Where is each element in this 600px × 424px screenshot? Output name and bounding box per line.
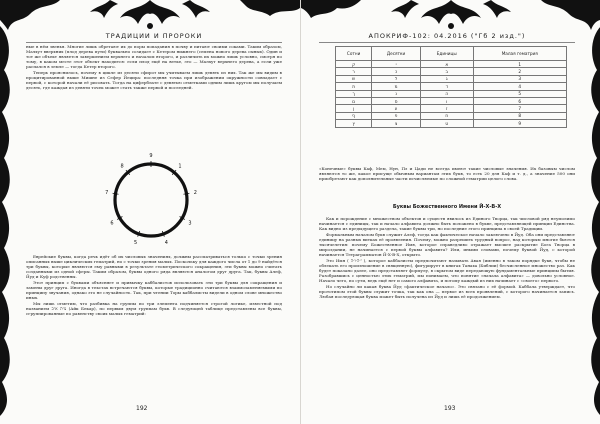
column-header: Единицы [420, 47, 473, 61]
cycle-label: 4 [164, 240, 168, 247]
column-header: Малая гематрия [473, 47, 566, 61]
paragraph: Теперь прояснилось, почему в цикле из десяти сфирот мы учитываем лишь девять из них. Так же мы видим в процитированной выше Мишне из Сефер Йецира: последняя точка при изображении окружности совпадает с первой, с которой начали её рисовать. Тогда на циферблате с девятью отметками одним лишь кругом мы получаем десять, где каждая из девяти точек может стать также первой и последней. [26, 70, 282, 91]
table-cell: ש [336, 75, 372, 82]
cycle-label: 9 [149, 152, 153, 159]
paragraph: Этот принцип с буквами объясняет и привычку каббалистов использовать эти три буквы для сокращения и замены друг друга. Иногда в текстах встречаются буквы, которые традиционно считаются взаимозаменяемыми по принципу звучания, однако это не случайность. Так, при чтении Торы каббалисты видели в одном слове множество иных. [26, 280, 282, 301]
table-cell: 5 [473, 90, 566, 97]
table-cell: 8 [473, 112, 566, 119]
letters-gematria-table [335, 46, 567, 128]
page-number-right: 193 [444, 405, 456, 412]
text-block-section [319, 216, 575, 300]
column-header: Десятки [372, 47, 421, 61]
table-cell: ק [336, 61, 372, 68]
cycle-tick [113, 193, 119, 194]
table-cell: א [420, 61, 473, 68]
table-cell: ל [372, 75, 421, 82]
table-cell: ח [420, 112, 473, 119]
running-head-left: ТРАДИЦИИ И ПРОРОКИ [26, 32, 282, 43]
section-heading: Буквы Божественного Имени Й-Х-В-Х [392, 204, 502, 210]
paragraph: Как и порождение с множеством объектов и существ явилось из Единого Творца, так числовой ряд неумолимо начинается с единицы, так и начало алфавита должно быть положено в букве, представляющей принцип Единства. Как видно из предыдущего раздела, такие буквы три, но последние этого принципа в своей Традиции. [319, 216, 575, 232]
ornament-top-left-icon [0, 0, 300, 34]
table-cell: ו [420, 97, 473, 104]
table-cell: נ [372, 90, 421, 97]
table-cell: ט [420, 120, 473, 127]
table-cell: 6 [473, 97, 566, 104]
cycle-label: 5 [134, 240, 138, 247]
table-cell: 2 [473, 68, 566, 75]
table-cell: י [372, 61, 421, 68]
ornament-side-left-icon [0, 26, 14, 416]
text-block-top [26, 44, 282, 91]
table-cell: 7 [473, 105, 566, 112]
nine-point-cycle-diagram [96, 148, 206, 248]
table-row [336, 75, 567, 82]
table-row [336, 68, 567, 75]
table-row [336, 112, 567, 119]
paragraph: Мы лишь отметим, что разбивка на группы по три элемента подчиняется строгой логике, известной под названием צ״ת א״ב (Айк Бекар), по первым двум группам букв. В следующей таблице представлены все буквы, сгруппированные по равенству своих малых гематрий: [26, 301, 283, 317]
table-cell: 4 [473, 83, 566, 90]
table-row [336, 83, 567, 90]
table-row [336, 61, 567, 68]
cycle-circle [115, 164, 187, 236]
right-page [300, 0, 600, 424]
table-header-row [336, 47, 567, 61]
table-cell: כ [372, 68, 421, 75]
column-header: Сотни [336, 47, 372, 61]
table-cell: ר [336, 68, 372, 75]
table-cell: 1 [473, 61, 566, 68]
cycle-label: 8 [120, 163, 124, 170]
page-number-left: 192 [136, 405, 148, 412]
table-cell: ף [336, 112, 372, 119]
text-block-after-table [319, 166, 575, 182]
table-row [336, 90, 567, 97]
table-cell: ץ [336, 120, 372, 127]
table-cell: פ [372, 112, 421, 119]
table-row [336, 105, 567, 112]
table-cell: ז [420, 105, 473, 112]
table-row [336, 97, 567, 104]
table-cell: ה [420, 90, 473, 97]
table-cell: ד [420, 83, 473, 90]
table-cell: ע [372, 105, 421, 112]
paragraph: Формальным началом букв служит Алеф, тогда как фактическое начало заключено в Йуд. Оба они представляют единицу на разных витках её проявления. Почему, можно разрешить трудный вопрос, над которым многие бьются тысячелетия: почему Божественное Имя, которое справедливо отражает высшее раскрытие Бога Творца в мироздании, не начинается с первой буквы алфавита? Или, иными словами, почему буквой Йуд, с которой начинается Тетраграмматон Й-Х-В-Х, открыто. [319, 231, 575, 258]
ornament-side-right-icon [587, 26, 600, 416]
cycle-tick [183, 193, 189, 194]
table-cell: ם [336, 97, 372, 104]
running-head-right: АПОКРИФ-102: 04.2016 ("Гб 2 изд.") [319, 32, 575, 43]
text-block-bottom [26, 254, 282, 317]
paragraph: Но случайно ли какая буква Йуд «фактическое начало». Это связано с её формой. Каббала утверждает, что прототипом этой буквы служит точка, так как она — первое из всех проявлений, с которого начинается запись. Любая последующая буква может быть получена из Йуд и лишь её продолжением. [319, 284, 575, 300]
table-cell: 9 [473, 120, 566, 127]
table-cell: ת [336, 83, 372, 90]
table-cell: ך [336, 90, 372, 97]
table-cell: 3 [473, 75, 566, 82]
table-cell: מ [372, 83, 421, 90]
table-cell: ס [372, 97, 421, 104]
table-cell: ן [336, 105, 372, 112]
cycle-label: 1 [178, 163, 182, 170]
cycle-label: 2 [193, 189, 197, 196]
cycle-label: 7 [105, 189, 109, 196]
table-cell: צ [372, 120, 421, 127]
table-cell: ב [420, 68, 473, 75]
ornament-top-right-icon [301, 0, 600, 34]
paragraph: Это Имя ( י-ה-ו-ה ), которое каббалисты предпочитают называть Авая (именно в таком порядке букв, чтобы не облекать его произношение в священную), фигурирует в книгах Танаха (Библии) бесчисленное множество раз. Как будет показано далее, оно представляет формулу, в скрытом виде передающую фундаментальные принципы бытия. Разобравшись с ценностью этих гематрий, мы понимаем, что понятие «начала алфавита» — довольно условное. Начало чего, по сути, ведь ещё нет и самого алфавита, и потому каждый из них начинает с «своего» первого. [319, 257, 575, 284]
cycle-label: 3 [188, 220, 192, 227]
table-row [336, 120, 567, 127]
paragraph: ные в нём звенья. Многие лишь обретают их до поры попадания в почву и питают своими соками. Таким образом, Малхут вверхних (плод дерева пути) буквально созидает с Кетером нижнего (семена нового дерева сыных). Один и тот же объект является завершением верхнего и началом второго, и различить их можно лишь условно, смотря по тому, в каком месте этот объект находится: если плод ещё на ветке, это — Малхут верхнего дерева, а если уже распался в земле — тогда Кетер второго. [26, 44, 282, 70]
table-cell: ג [420, 75, 473, 82]
paragraph: Еврейские буквы, когда речь идёт об их числовых значениях, должны рассматриваться только с точки зрения описанных выше циклических гематрий, но с точки зрения малых. Поскольку для каждого числа от 1 до 9 найдётся три буквы, которые являются ему равными в результате геометрического сокращения, эти буквы можно считать созданными из одной сферы. Таким образом, буквы одного ряда являются аналогом друг друга. Так, буквы Алеф, Йуд и Куф родственны. [26, 254, 282, 280]
paragraph: «Конечные» буквы Каф, Мем, Нун, Пэ и Цади не всегда имеют такие числовые значения. Их базовым числом являются то же, какое присуще обычным вариантам этих букв, то есть 20 для Каф и т. д., а значение 500 они приобретают как дополнительные части исчисляемые по сложной гематрии целого слова. [319, 166, 575, 182]
cycle-label: 6 [110, 220, 114, 227]
